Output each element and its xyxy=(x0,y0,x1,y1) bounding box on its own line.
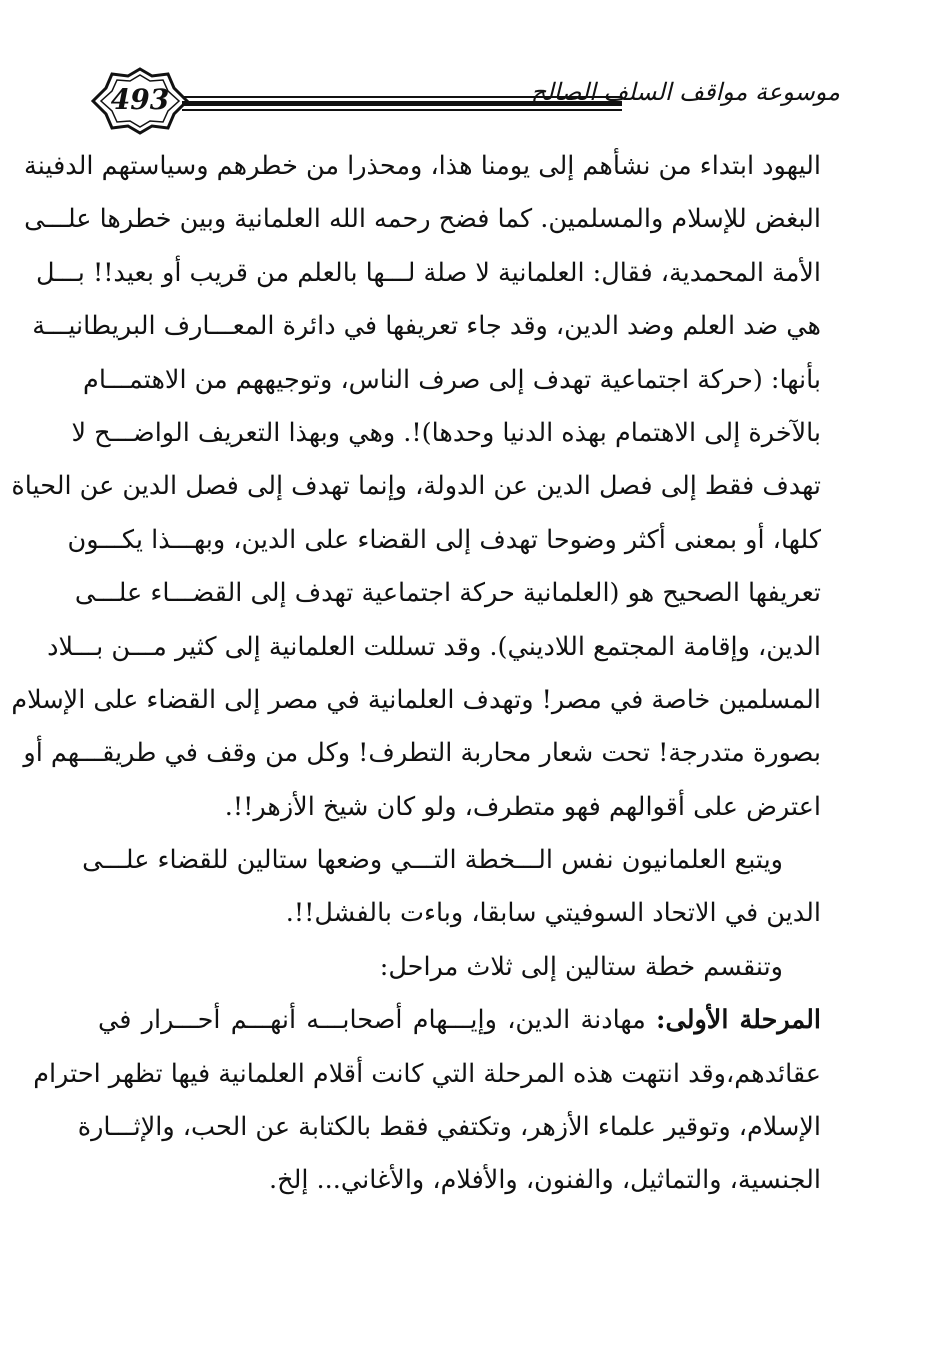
book-title: موسوعة مواقف السلف الصالح xyxy=(530,78,840,106)
body-text xyxy=(11,140,822,1208)
text-line: المسلمين خاصة في مصر! وتهدف العلمانية في مصر إلى القضاء على الإسلام xyxy=(11,684,821,715)
text-line: اليهود ابتداء من نشأهم إلى يومنا هذا، ومحذرا من خطرهم وسياستهم الدفينة xyxy=(24,151,821,181)
text-line: تهدف فقط إلى فصل الدين عن الدولة، وإنما تهدف إلى فصل الدين عن الحياة xyxy=(11,471,821,502)
text-line: بصورة متدرجة! تحت شعار محاربة التطرف! وكل من وقف في طريقـــهم أو xyxy=(23,738,821,769)
text-line: بالآخرة إلى الاهتمام بهذه الدنيا وحدها)!. وهي وبهذا التعريف الواضـــح لا xyxy=(71,417,821,448)
text-line: تعريفها الصحيح هو (العلمانية حركة اجتماعية تهدف إلى القضـــاء علـــى xyxy=(74,578,821,609)
text-line: الإسلام، وتوقير علماء الأزهر، وتكتفي فقط بالكتابة عن الحب، والإثـــارة xyxy=(77,1112,821,1143)
text-line: كلها، أو بمعنى أكثر وضوحا تهدف إلى القضاء على الدين، وبهـــذا يكـــون xyxy=(67,524,821,555)
page-number: 493 xyxy=(110,83,170,116)
text-line: ويتبع العلمانيون نفس الـــخطة التـــي وضعها ستالين للقضاء علـــى xyxy=(82,845,783,876)
text-line: اعترض على أقوالهم فهو متطرف، ولو كان شيخ الأزهر!!. xyxy=(224,791,821,822)
text-line: البغض للإسلام والمسلمين. كما فضح رحمه الله العلمانية وبين خطرها علـــى xyxy=(24,204,821,235)
text-line: بأنها: (حركة اجتماعية تهدف إلى صرف الناس، وتوجيههم من الاهتمـــام xyxy=(83,364,821,395)
text-line: عقائدهم،وقد انتهت هذه المرحلة التي كانت أقلام العلمانية فيها تظهر احترام xyxy=(33,1058,821,1089)
text-line: الجنسية، والتماثيل، والفنون، والأفلام، والأغاني... إلخ. xyxy=(269,1165,821,1196)
stage-heading-line xyxy=(98,994,821,1047)
text-line: الدين في الاتحاد السوفيتي سابقا، وباءت بالفشل!!. xyxy=(285,898,821,929)
stage-label: المرحلة الأولى: xyxy=(656,1005,822,1036)
text-line: الدين، وإقامة المجتمع اللاديني). وقد تسللت العلمانية إلى كثير مـــن بـــلاد xyxy=(47,631,821,662)
page-header xyxy=(90,66,840,136)
page-number-badge xyxy=(90,66,190,136)
stage-line-rest: مهادنة الدين، وإيـــهام أصحابـــه أنهـــم أحـــرار في xyxy=(98,1005,646,1036)
text-line: وتنقسم خطة ستالين إلى ثلاث مراحل: xyxy=(379,951,783,982)
text-line: الأمة المحمدية، فقال: العلمانية لا صلة لـــها بالعلم من قريب أو بعيد!! بـــل xyxy=(36,257,821,288)
text-line: هي ضد العلم وضد الدين، وقد جاء تعريفها في دائرة المعـــارف البريطانيـــة xyxy=(32,311,821,342)
